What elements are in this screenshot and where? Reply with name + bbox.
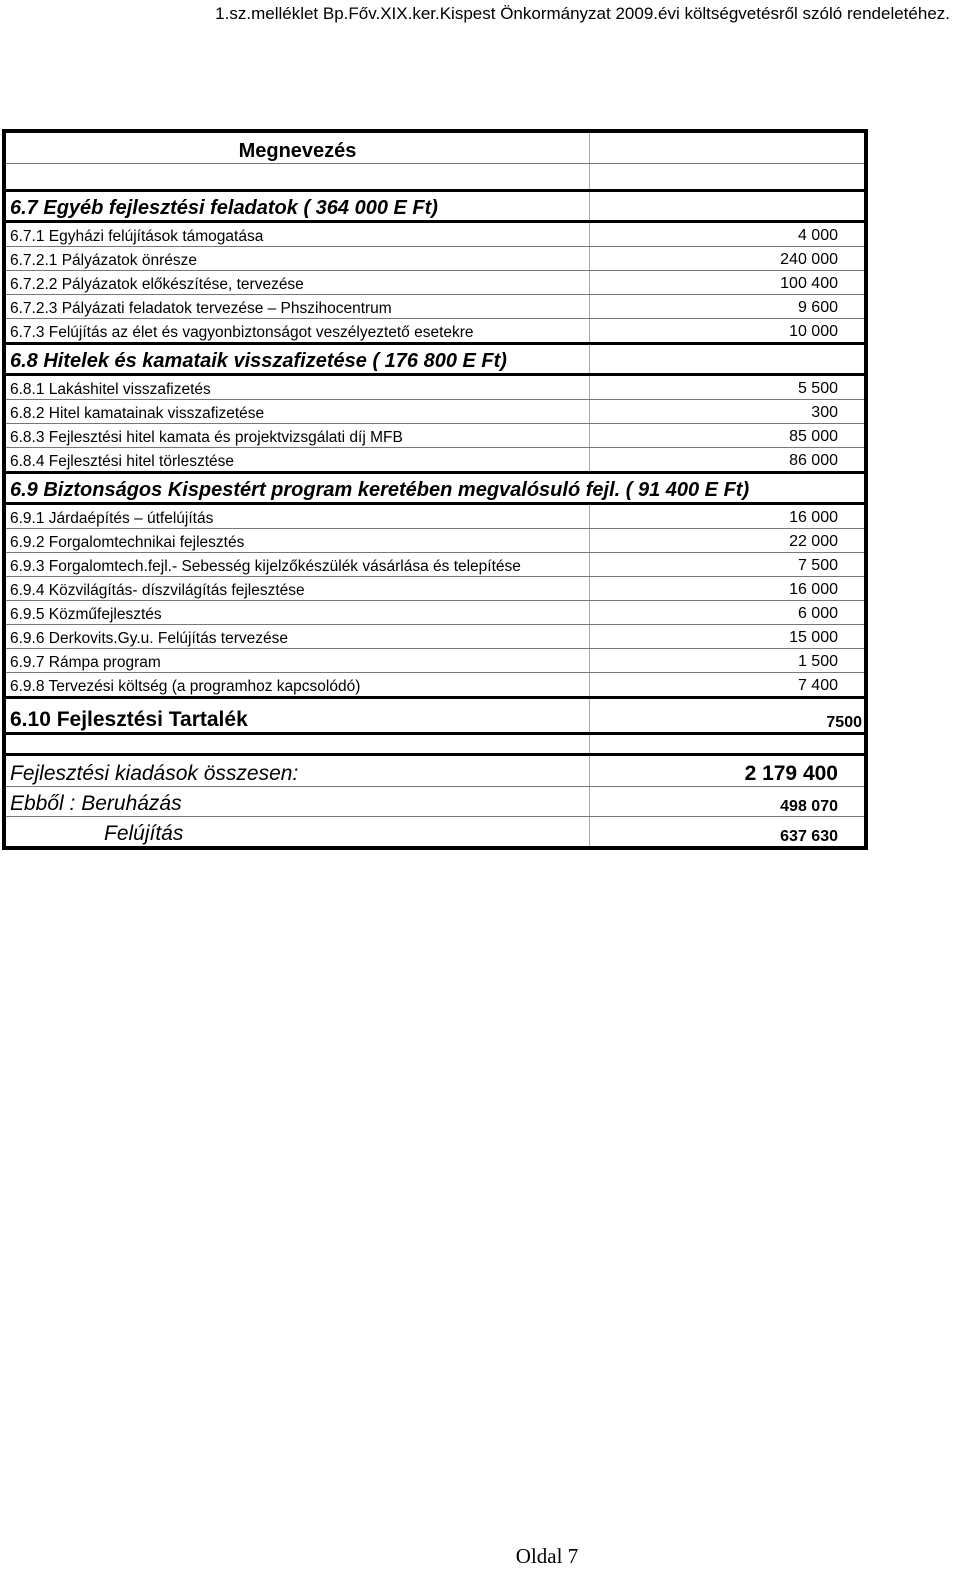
table-row <box>6 223 864 247</box>
section-title: 6.7 Egyéb fejlesztési feladatok ( 364 000 E Ft) <box>10 197 438 219</box>
item-value: 7 500 <box>589 553 864 576</box>
item-label: 6.9.7 Rámpa program <box>10 654 161 671</box>
total-row <box>6 756 864 787</box>
reserve-value: 7500 <box>589 699 864 732</box>
items-group-6-7 <box>6 223 864 345</box>
table-row <box>6 319 864 345</box>
item-value: 22 000 <box>589 529 864 552</box>
investment-label: Ebből : Beruházás <box>10 792 182 815</box>
table-row <box>6 553 864 577</box>
item-value: 16 000 <box>589 505 864 528</box>
renovation-value: 637 630 <box>589 817 864 846</box>
table-row <box>6 448 864 474</box>
item-label: 6.9.1 Járdaépítés – útfelújítás <box>10 510 214 527</box>
item-value: 16 000 <box>589 577 864 600</box>
item-value: 86 000 <box>589 448 864 471</box>
table-row <box>6 649 864 673</box>
budget-table <box>2 129 868 850</box>
section-title: 6.9 Biztonságos Kispestért program keretében megvalósuló fejl. ( 91 400 E Ft) <box>10 479 750 501</box>
item-value: 1 500 <box>589 649 864 672</box>
renovation-label: Felújítás <box>104 822 184 845</box>
table-row <box>6 505 864 529</box>
renovation-row <box>6 817 864 846</box>
item-value: 85 000 <box>589 424 864 447</box>
item-value: 6 000 <box>589 601 864 624</box>
table-header-row <box>6 133 864 164</box>
item-label: 6.8.1 Lakáshitel visszafizetés <box>10 381 211 398</box>
item-value: 15 000 <box>589 625 864 648</box>
table-row <box>6 529 864 553</box>
investment-value: 498 070 <box>589 787 864 816</box>
item-value: 5 500 <box>589 376 864 399</box>
section-title: 6.8 Hitelek és kamataik visszafizetése ( 176 800 E Ft) <box>10 350 507 372</box>
items-group-6-9 <box>6 505 864 699</box>
reserve-row <box>6 699 864 735</box>
item-label: 6.9.8 Tervezési költség (a programhoz kapcsolódó) <box>10 678 361 695</box>
section-row <box>6 192 864 223</box>
item-label: 6.7.2.3 Pályázati feladatok tervezése – Phszihocentrum <box>10 300 392 317</box>
page-number: Oldal 7 <box>515 1544 579 1568</box>
table-row <box>6 295 864 319</box>
total-value: 2 179 400 <box>589 756 864 786</box>
investment-row <box>6 787 864 817</box>
item-label: 6.9.6 Derkovits.Gy.u. Felújítás tervezése <box>10 630 288 647</box>
item-label: 6.7.1 Egyházi felújítások támogatása <box>10 228 264 245</box>
item-value: 240 000 <box>589 247 864 270</box>
item-label: 6.8.2 Hitel kamatainak visszafizetése <box>10 405 265 422</box>
item-label: 6.8.4 Fejlesztési hitel törlesztése <box>10 453 234 470</box>
item-label: 6.9.3 Forgalomtech.fejl.- Sebesség kijelzőkészülék vásárlása és telepítése <box>10 558 521 575</box>
section-row <box>6 345 864 376</box>
item-value: 10 000 <box>589 319 864 342</box>
table-row <box>6 400 864 424</box>
item-label: 6.9.5 Közműfejlesztés <box>10 606 162 623</box>
item-value: 300 <box>589 400 864 423</box>
table-row <box>6 376 864 400</box>
table-row <box>6 271 864 295</box>
item-label: 6.9.4 Közvilágítás- díszvilágítás fejlesztése <box>10 582 305 599</box>
table-row <box>6 673 864 699</box>
item-value: 100 400 <box>589 271 864 294</box>
item-value: 9 600 <box>589 295 864 318</box>
item-value: 7 400 <box>589 673 864 696</box>
item-label: 6.7.2.1 Pályázatok önrésze <box>10 252 197 269</box>
table-row <box>6 424 864 448</box>
total-label: Fejlesztési kiadások összesen: <box>10 762 299 785</box>
table-row <box>6 601 864 625</box>
item-label: 6.9.2 Forgalomtechnikai fejlesztés <box>10 534 245 551</box>
item-label: 6.8.3 Fejlesztési hitel kamata és projektvizsgálati díj MFB <box>10 429 403 446</box>
table-row <box>6 247 864 271</box>
table-row <box>6 577 864 601</box>
document-header: 1.sz.melléklet Bp.Főv.XIX.ker.Kispest Önkormányzat 2009.évi költségvetésről szóló rendeletéhez. <box>215 4 950 23</box>
reserve-label: 6.10 Fejlesztési Tartalék <box>10 708 248 731</box>
table-row <box>6 625 864 649</box>
items-group-6-8 <box>6 376 864 474</box>
item-value: 4 000 <box>589 223 864 246</box>
section-row <box>6 474 864 505</box>
item-label: 6.7.2.2 Pályázatok előkészítése, tervezése <box>10 276 304 293</box>
column-header: Megnevezés <box>238 140 357 162</box>
item-label: 6.7.3 Felújítás az élet és vagyonbiztonságot veszélyeztető esetekre <box>10 324 474 341</box>
